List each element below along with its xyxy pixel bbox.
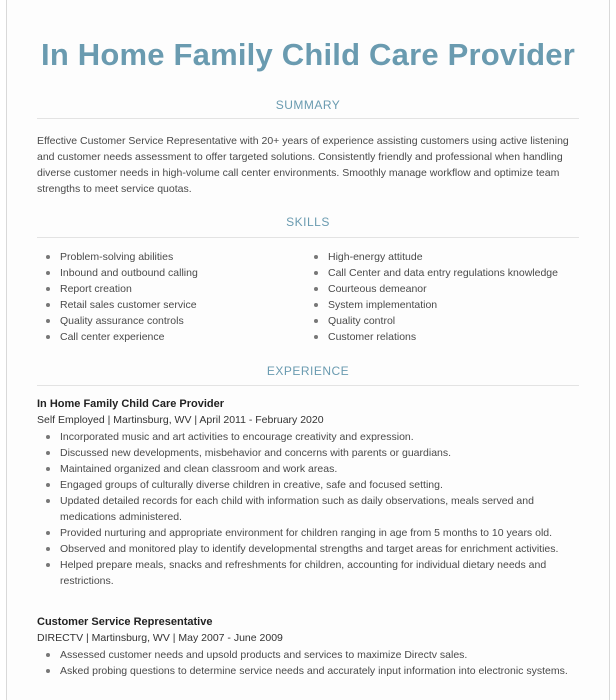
job-bullet: Incorporated music and art activities to encourage creativity and expression. <box>37 429 582 445</box>
summary-divider <box>37 118 579 119</box>
job-bullet: Engaged groups of culturally diverse children in creative, safe and focused setting. <box>37 477 582 493</box>
summary-heading: SUMMARY <box>275 98 341 112</box>
job-bullet: Asked probing questions to determine service needs and accurately input information into electronic systems. <box>37 663 582 679</box>
skill-item: Inbound and outbound calling <box>37 265 198 281</box>
skills-heading: SKILLS <box>286 215 330 229</box>
skill-item: Courteous demeanor <box>305 281 558 297</box>
job-bullet: Discussed new developments, misbehavior and concerns with parents or guardians. <box>37 445 582 461</box>
job-meta: DIRECTV | Martinsburg, WV | May 2007 - June 2009 <box>37 632 283 644</box>
skill-item: Quality assurance controls <box>37 313 198 329</box>
skills-list-right <box>305 249 558 345</box>
skill-item: Call center experience <box>37 329 198 345</box>
job-bullet: Maintained organized and clean classroom and work areas. <box>37 461 582 477</box>
skill-item: Problem-solving abilities <box>37 249 198 265</box>
skills-list-left <box>37 249 198 345</box>
job-bullet: Helped prepare meals, snacks and refreshments for children, accounting for individual dietary needs and restrictions. <box>37 557 582 589</box>
skill-item: Retail sales customer service <box>37 297 198 313</box>
skill-item: System implementation <box>305 297 558 313</box>
job-bullet: Observed and monitored play to identify developmental strengths and target areas for enrichment activities. <box>37 541 582 557</box>
job-bullet: Assessed customer needs and upsold products and services to maximize Directv sales. <box>37 647 582 663</box>
summary-text: Effective Customer Service Representative with 20+ years of experience assisting customers using active listening and customer needs assessment to offer targeted solutions. Consistently friendly and professional when handling diverse customer needs in high-volume call center environments. Smoothly manage workflow and optimize team strengths to meet service quotas. <box>37 135 569 195</box>
job-meta: Self Employed | Martinsburg, WV | April 2011 - February 2020 <box>37 414 324 426</box>
experience-divider <box>37 385 579 386</box>
skill-item: Call Center and data entry regulations knowledge <box>305 265 558 281</box>
resume-name: In Home Family Child Care Provider <box>41 37 575 72</box>
skill-item: High-energy attitude <box>305 249 558 265</box>
skill-item: Quality control <box>305 313 558 329</box>
job-bullets <box>37 647 582 679</box>
experience-heading: EXPERIENCE <box>266 364 350 378</box>
job-title: In Home Family Child Care Provider <box>37 398 225 410</box>
resume-page <box>6 0 610 700</box>
job-title: Customer Service Representative <box>37 616 213 628</box>
job-bullet: Provided nurturing and appropriate environment for children ranging in age from 5 months to 10 years old. <box>37 525 582 541</box>
skills-divider <box>37 237 579 238</box>
job-bullets <box>37 429 582 589</box>
skill-item: Customer relations <box>305 329 558 345</box>
skill-item: Report creation <box>37 281 198 297</box>
job-bullet: Updated detailed records for each child with information such as daily observations, meals served and medications administered. <box>37 493 582 525</box>
